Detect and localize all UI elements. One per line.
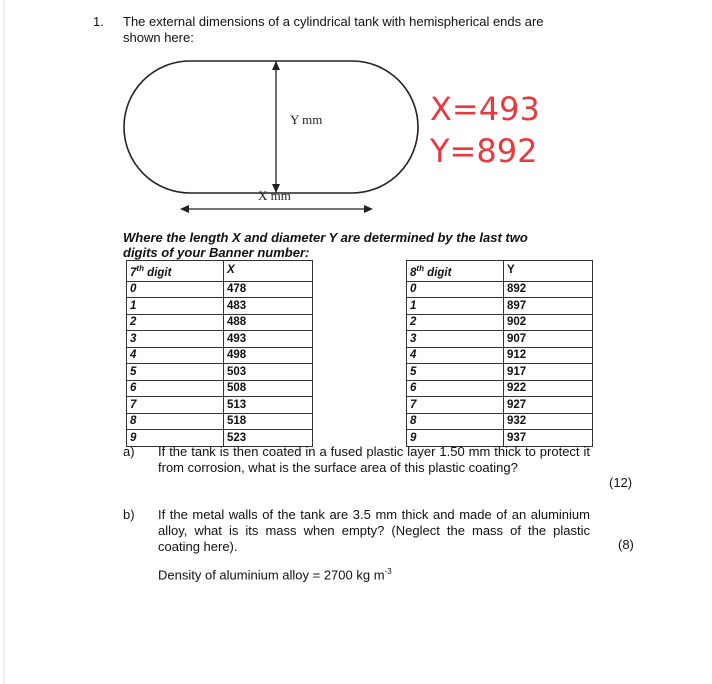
part-a-label: a) [123, 444, 135, 459]
y-table-header [407, 261, 593, 282]
x-table-digit-cell: 3 [127, 331, 224, 348]
y-table-value-cell: 912 [504, 347, 593, 364]
length-arrow-left [180, 205, 189, 213]
part-b-marks: (8) [618, 537, 634, 552]
x-table-value-cell: 518 [224, 413, 313, 430]
x-table-value-cell: 513 [224, 397, 313, 414]
y-table-digit-cell: 0 [407, 281, 504, 298]
x-table-row [127, 380, 313, 397]
y-table-value-cell: 902 [504, 314, 593, 331]
x-table-row [127, 364, 313, 381]
density-statement [158, 567, 392, 582]
y-table-row [407, 364, 593, 381]
y-table-row [407, 281, 593, 298]
y-table-value-cell: 932 [504, 413, 593, 430]
y-table-digit-cell: 4 [407, 347, 504, 364]
x-table-row [127, 397, 313, 414]
y-table-value-cell: 907 [504, 331, 593, 348]
y-table-value-cell: 917 [504, 364, 593, 381]
tank-outline [124, 61, 418, 193]
question-text-line2: shown here: [123, 30, 194, 45]
x-table-digit-cell: 4 [127, 347, 224, 364]
x-table-row [127, 347, 313, 364]
x-table-value-cell: 498 [224, 347, 313, 364]
table-intro-line2: digits of your Banner number: [123, 245, 310, 260]
density-text: Density of aluminium alloy = 2700 kg m [158, 567, 385, 583]
table-intro-line1: Where the length X and diameter Y are determined by the last two [123, 230, 528, 245]
x-table-value-cell: 483 [224, 298, 313, 315]
y-table-digit-cell: 6 [407, 380, 504, 397]
x-lookup-table [126, 260, 313, 447]
x-table-digit-cell: 2 [127, 314, 224, 331]
x-table-row [127, 314, 313, 331]
y-dimension-label: Y mm [290, 112, 323, 127]
y-table-row [407, 314, 593, 331]
y-table-value-cell: 892 [504, 281, 593, 298]
x-table-value-cell: 523 [224, 430, 313, 447]
y-table-digit-cell: 5 [407, 364, 504, 381]
x-table-digit-cell: 8 [127, 413, 224, 430]
y-table-digit-cell: 8 [407, 413, 504, 430]
length-arrow-right [364, 205, 373, 213]
x-table-value-cell: 503 [224, 364, 313, 381]
density-exponent: -3 [384, 567, 392, 576]
x-table-value-cell: 488 [224, 314, 313, 331]
x-table-row [127, 298, 313, 315]
x-table-row [127, 413, 313, 430]
x-table-value-cell: 493 [224, 331, 313, 348]
x-table-value-header: X [224, 261, 313, 282]
x-table-value-cell: 478 [224, 281, 313, 298]
x-dimension-label: X mm [258, 188, 291, 203]
question-text-line1: The external dimensions of a cylindrical tank with hemispherical ends are [123, 14, 544, 29]
x-table-digit-cell: 6 [127, 380, 224, 397]
y-table-digit-cell: 2 [407, 314, 504, 331]
y-table-digit-cell: 9 [407, 430, 504, 447]
y-table-value-cell: 927 [504, 397, 593, 414]
y-table-digit-cell: 3 [407, 331, 504, 348]
x-table-row [127, 281, 313, 298]
annotation-y-value: Y=892 [430, 132, 538, 170]
y-table-value-cell: 937 [504, 430, 593, 447]
question-text [123, 14, 544, 46]
x-table-row [127, 331, 313, 348]
x-table-digit-cell: 0 [127, 281, 224, 298]
x-table-value-cell: 508 [224, 380, 313, 397]
part-b-text: If the metal walls of the tank are 3.5 mm thick and made of an aluminium alloy, what is its mass when empty? (Neglect the mass of the plastic coating here). [158, 507, 590, 554]
y-table-value-cell: 922 [504, 380, 593, 397]
part-a-marks: (12) [609, 475, 633, 490]
x-table-digit-cell: 5 [127, 364, 224, 381]
y-table-value-cell: 897 [504, 298, 593, 315]
tank-diagram [120, 52, 430, 227]
y-table-digit-header: 8th digit [407, 261, 504, 282]
x-table-digit-cell: 1 [127, 298, 224, 315]
annotation-x-value: X=493 [430, 90, 540, 128]
y-table-row [407, 298, 593, 315]
page-edge [3, 0, 5, 684]
table-intro [123, 230, 528, 260]
y-lookup-table [406, 260, 593, 447]
y-table-row [407, 331, 593, 348]
question-number: 1. [93, 14, 104, 29]
part-b-label: b) [123, 507, 135, 522]
y-table-value-header: Y [504, 261, 593, 282]
y-table-row [407, 397, 593, 414]
x-table-digit-cell: 9 [127, 430, 224, 447]
y-table-row [407, 380, 593, 397]
x-table-header [127, 261, 313, 282]
y-table-digit-cell: 7 [407, 397, 504, 414]
x-table-digit-header: 7th digit [127, 261, 224, 282]
part-a-text: If the tank is then coated in a fused plastic layer 1.50 mm thick to protect it from corrosion, what is the surface area of this plastic coating? [158, 444, 590, 475]
y-table-digit-cell: 1 [407, 298, 504, 315]
y-table-row [407, 347, 593, 364]
x-table-digit-cell: 7 [127, 397, 224, 414]
y-table-row [407, 413, 593, 430]
diameter-arrow-top [272, 61, 280, 70]
